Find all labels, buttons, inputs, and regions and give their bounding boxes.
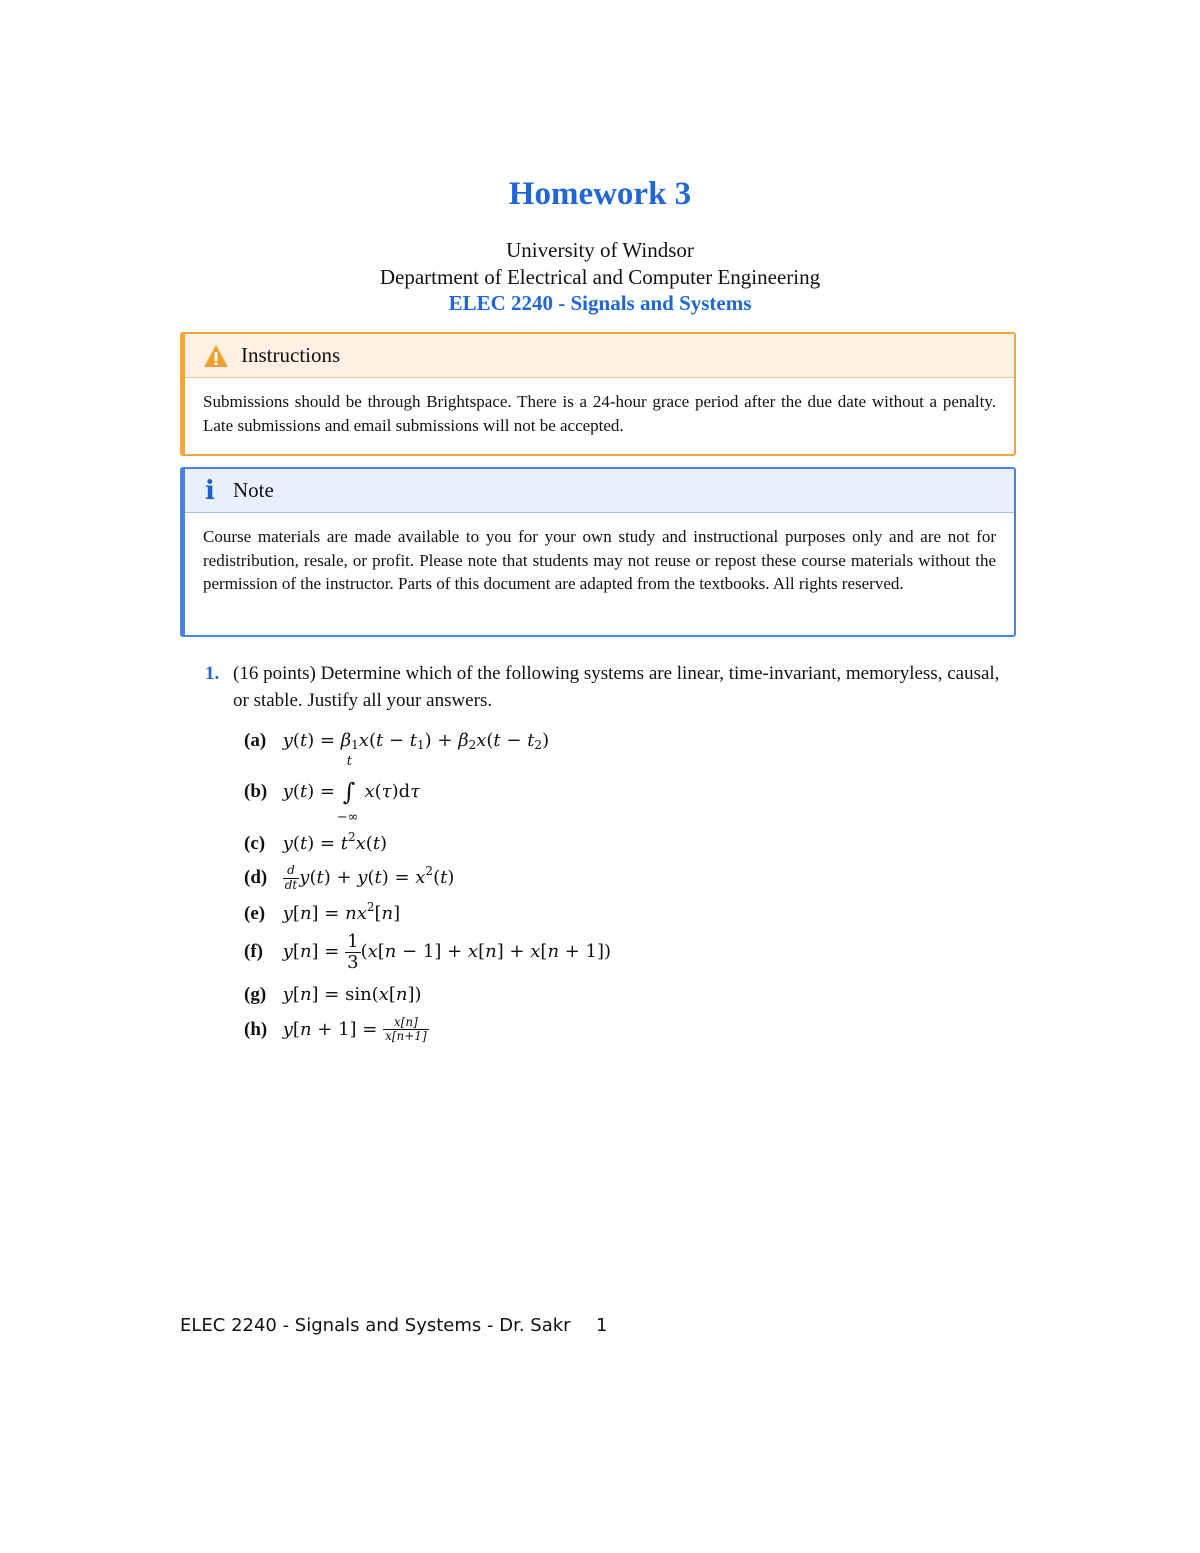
part-b <box>244 754 421 825</box>
part-label: (f) <box>244 941 263 963</box>
note-callout <box>180 467 1016 637</box>
part-a <box>244 730 549 752</box>
derivative-fraction: $\frac{d}{dt}$ <box>284 863 298 892</box>
part-label: (b) <box>244 781 268 802</box>
equation-e: $y[n] = nx^2[n]$ <box>282 900 401 924</box>
part-label: (d) <box>244 867 268 888</box>
department-name: Department of Electrical and Computer Engineering <box>379 265 821 289</box>
part-e <box>244 900 400 925</box>
part-h <box>244 1016 429 1043</box>
part-c <box>244 830 387 855</box>
page-number: 1 <box>596 1315 608 1336</box>
question-number: 1. <box>205 663 220 684</box>
ratio-fraction: $\frac{x[n]}{x[n+1]}$ <box>385 1015 427 1044</box>
part-f <box>244 932 611 973</box>
equation-a: $y(t) = \beta_1x(t - t_1) + \beta_2x(t - t_2)$ <box>282 730 550 752</box>
note-header <box>185 469 1014 513</box>
equation-d: $\frac{d}{dt}$ $y(t) + y(t) = x^2(t)$ <box>284 863 455 892</box>
question-text: (16 points) Determine which of the following systems are linear, time-invariant, memoryless, causal, or stable. Justify all your answers. <box>233 663 1000 711</box>
one-third-fraction: $\frac{1}{3}$ <box>347 931 359 973</box>
equation-b: y(t) = t ∫ −∞ x(τ)dτ <box>282 754 421 825</box>
part-label: (h) <box>244 1018 268 1040</box>
instructions-callout <box>180 332 1016 456</box>
university-name: University of Windsor <box>506 238 694 262</box>
instructions-heading: Instructions <box>241 343 341 367</box>
part-g <box>244 984 422 1006</box>
integral-sign: t ∫ −∞ <box>336 754 359 825</box>
instructions-header <box>185 334 1014 378</box>
part-label: (g) <box>244 984 267 1005</box>
part-label: (c) <box>244 833 266 854</box>
part-d <box>244 864 454 892</box>
equation-g: y[n] = sin(x[n]) <box>282 984 422 1005</box>
instructions-body: Submissions should be through Brightspace. There is a 24-hour grace period after the due date without a penalty. Late submissions and email submissions will not be accepted. <box>203 392 996 435</box>
note-body: Course materials are made available to you for your own study and instructional purposes only and are not for redistribution, resale, or profit. Please note that students may not reuse or repost these course materials without the permission of the instructor. Parts of this document are adapted from the textbooks. All rights reserved. <box>203 527 996 593</box>
part-label: (e) <box>244 903 266 924</box>
part-label: (a) <box>244 730 267 751</box>
page-title: Homework 3 <box>508 176 692 212</box>
note-heading: Note <box>233 478 274 502</box>
footer-text: ELEC 2240 - Signals and Systems - Dr. Sakr <box>180 1315 571 1336</box>
equation-f: y[n] = $\frac{1}{3}$ (x[n − 1] + x[n] + x[n + 1]) <box>282 931 612 973</box>
course-name: ELEC 2240 - Signals and Systems <box>448 291 752 315</box>
question-1 <box>205 660 1017 714</box>
warning-icon <box>203 344 229 368</box>
equation-h: y[n + 1] = $\frac{x[n]}{x[n+1]}$ <box>282 1015 427 1044</box>
info-icon: i <box>205 475 215 506</box>
equation-c: $y(t) = t^2x(t)$ <box>282 830 388 854</box>
